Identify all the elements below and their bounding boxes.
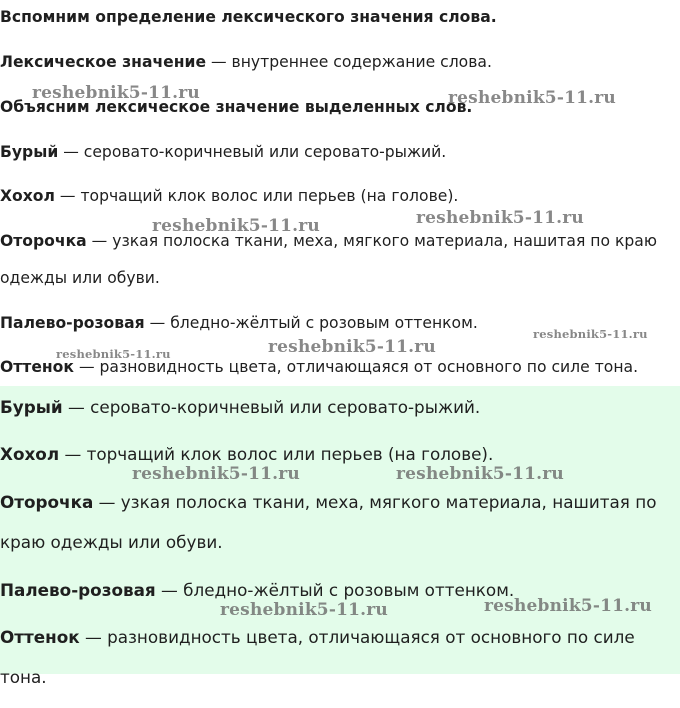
- entry-definition: — серовато-коричневый или серовато-рыжий.: [58, 143, 447, 161]
- entry-term: Хохол: [0, 187, 55, 205]
- watermark: reshebnik5-11.ru: [448, 88, 616, 108]
- watermark: reshebnik5-11.ru: [152, 216, 320, 236]
- entry-otorochka: [0, 232, 657, 250]
- entry-definition: — разновидность цвета, отличающаяся от основного по силе тона.: [73, 358, 639, 376]
- watermark: reshebnik5-11.ru: [220, 600, 388, 620]
- watermark: reshebnik5-11.ru: [268, 337, 436, 357]
- entry-otorochka: [0, 492, 656, 512]
- entry-definition: — бледно-жёлтый с розовым оттенком.: [155, 580, 515, 600]
- entry-palevo-rozovaya: [0, 314, 478, 332]
- entry-definition: — узкая полоска ткани, меха, мягкого материала, нашитая по краю: [86, 232, 657, 250]
- watermark: reshebnik5-11.ru: [396, 464, 564, 484]
- entry-term: Оттенок: [0, 627, 80, 647]
- entry-term: Палево-розовая: [0, 580, 156, 600]
- watermark: reshebnik5-11.ru: [533, 327, 648, 341]
- intro-heading: Вспомним определение лексического значения слова.: [0, 8, 497, 26]
- definition-text: — внутреннее содержание слова.: [206, 53, 492, 71]
- watermark: reshebnik5-11.ru: [32, 83, 200, 103]
- highlighted-answer-block: [0, 386, 680, 687]
- task-heading: Объясним лексическое значение выделенных слов.: [0, 98, 473, 116]
- entry-khokhol: [0, 187, 458, 205]
- entry-ottenok: [0, 627, 635, 647]
- entry-definition: — торчащий клок волос или перьев (на голове).: [59, 444, 494, 464]
- entry-term: Оторочка: [0, 492, 94, 512]
- definition-line: [0, 53, 492, 71]
- entry-term: Оттенок: [0, 358, 74, 376]
- entry-definition: — разновидность цвета, отличающаяся от основного по силе: [79, 627, 635, 647]
- entry-definition: — узкая полоска ткани, меха, мягкого материала, нашитая по: [93, 492, 657, 512]
- entry-ottenok-cont: тона.: [0, 667, 47, 687]
- watermark: reshebnik5-11.ru: [132, 464, 300, 484]
- entry-khokhol: [0, 444, 493, 464]
- entry-definition: — серовато-коричневый или серовато-рыжий.: [62, 397, 481, 417]
- definition-term: Лексическое значение: [0, 53, 207, 71]
- entry-term: Хохол: [0, 444, 60, 464]
- entry-definition: — бледно-жёлтый с розовым оттенком.: [144, 314, 478, 332]
- entry-palevo-rozovaya: [0, 580, 514, 600]
- entry-otorochka-cont: одежды или обуви.: [0, 269, 160, 287]
- entry-buryi: [0, 397, 480, 417]
- entry-term: Бурый: [0, 397, 63, 417]
- entry-term: Бурый: [0, 143, 59, 161]
- entry-term: Палево-розовая: [0, 314, 145, 332]
- entry-definition: — торчащий клок волос или перьев (на голове).: [54, 187, 459, 205]
- watermark: reshebnik5-11.ru: [484, 596, 652, 616]
- watermark: reshebnik5-11.ru: [56, 347, 171, 361]
- entry-otorochka-cont: краю одежды или обуви.: [0, 532, 223, 552]
- watermark: reshebnik5-11.ru: [416, 208, 584, 228]
- entry-term: Оторочка: [0, 232, 87, 250]
- entry-buryi: [0, 143, 446, 161]
